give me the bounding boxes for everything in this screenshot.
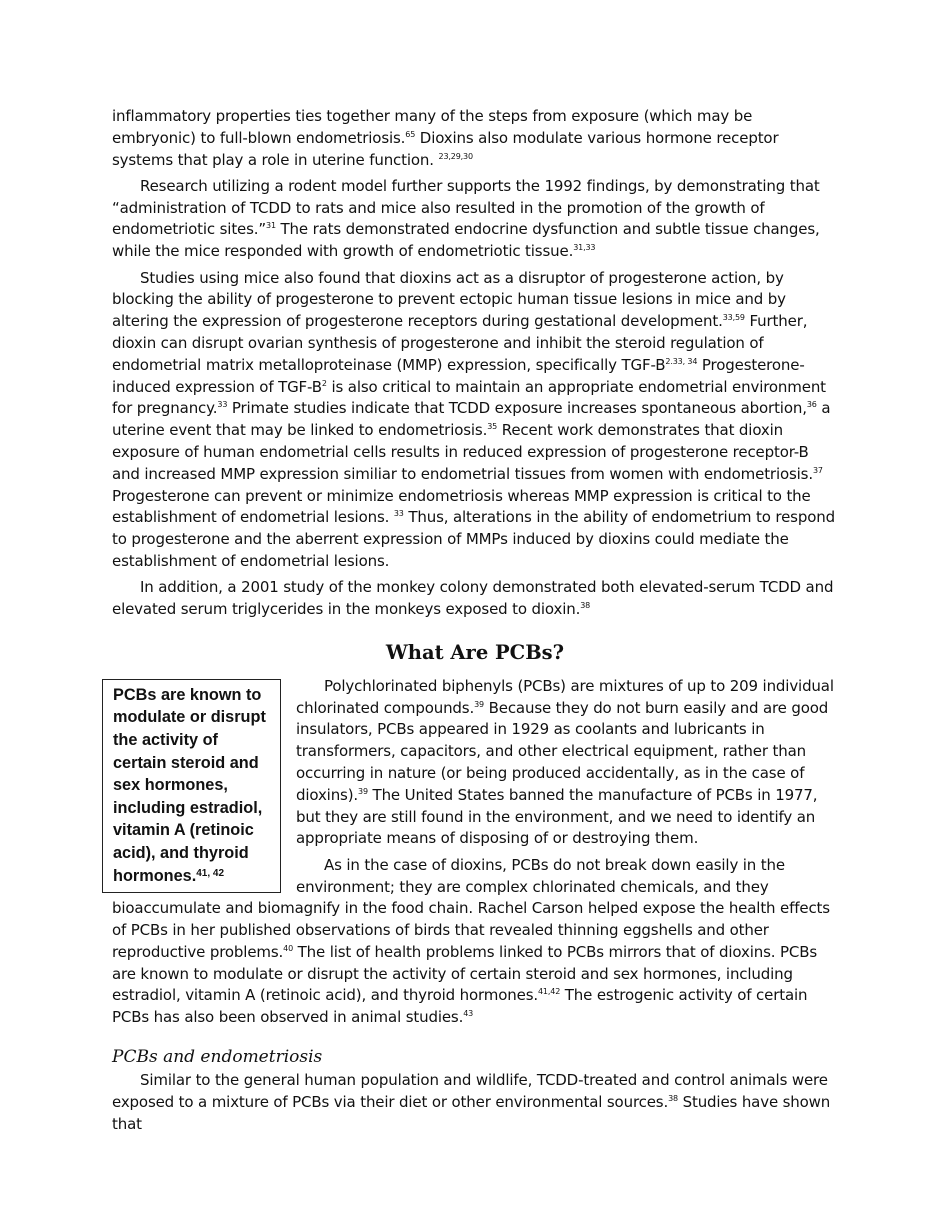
paragraph-dioxin-inflammation <box>112 106 838 171</box>
paragraph-pcb-endometriosis <box>112 1070 838 1135</box>
citation: 33,59 <box>722 313 745 323</box>
citation: 33 <box>393 509 404 519</box>
text: Because they do not burn easily and are good insulators, PCBs appeared in 1929 as coolants and lubricants in transformers, capacitors, and other electrical equipment, rather than occurring in nature (or being produced accidentally, as in the case of dioxins). <box>296 698 829 804</box>
text: is also critical to maintain an appropriate endometrial environment for pregnancy. <box>112 377 826 418</box>
citation: 43 <box>463 1009 474 1019</box>
text: Thus, alterations in the ability of endometrium to respond to progesterone and the aberrent expression of MMPs induced by dioxins could mediate the establishment of endometrial lesions. <box>112 508 835 570</box>
citation: 39 <box>474 699 484 709</box>
paragraph-progesterone <box>112 268 838 573</box>
citation: 39 <box>358 786 368 796</box>
citation: 41,42 <box>537 987 561 997</box>
text: Studies using mice also found that dioxins act as a disruptor of progesterone action, by blocking the ability of progesterone to prevent ectopic human tissue lesions in mice and by altering the expression of progesterone receptors during gestational development. <box>112 268 786 331</box>
text: The estrogenic activity of certain PCBs has also been observed in animal studies. <box>112 986 808 1027</box>
pull-quote-text: PCBs are known to modulate or disrupt the activity of certain steroid and sex hormones, including estradiol, vitamin A (retinoic acid), and thyroid hormones. <box>113 685 266 885</box>
text: Further, dioxin can disrupt ovarian synthesis of progesterone and inhibit the steroid regulation of endometrial matrix metalloproteinase (MMP) expression, specifically TGF-B <box>112 312 808 374</box>
text: Primate studies indicate that TCDD exposure increases spontaneous abortion, <box>227 399 807 418</box>
document-page <box>112 106 838 1135</box>
text: Similar to the general human population and wildlife, TCDD-treated and control animals were exposed to a mixture of PCBs via their diet or other environmental sources. <box>112 1071 828 1111</box>
citation: 40 <box>283 943 294 953</box>
subscript-marker: 2 <box>665 356 671 366</box>
citation: 31 <box>266 221 276 231</box>
citation: 37 <box>812 465 823 475</box>
citation: 38 <box>580 601 591 611</box>
text: Progesterone can prevent or minimize endometriosis whereas MMP expression is critical to the establishment of endometrial lesions. <box>112 486 811 527</box>
citation: .33, 34 <box>670 356 698 366</box>
text: The United States banned the manufacture of PCBs in 1977, but they are still found in the environment, and we need to identify an appropriate means of disposing of or destroying them. <box>296 785 818 848</box>
citation: 35 <box>487 422 498 432</box>
text: Recent work demonstrates that dioxin exposure of human endometrial cells results in reduced expression of progesterone receptor-B and increased MMP expression similiar to endometrial tissues from women with endometriosis. <box>112 421 813 483</box>
text: The list of health problems linked to PCBs mirrors that of dioxins. PCBs are known to modulate or disrupt the activity of certain steroid and sex hormones, including estradiol, vitamin A (retinoic acid), and thyroid hormones. <box>112 942 818 1005</box>
text: Progesterone-induced expression of TGF-B <box>112 355 805 396</box>
section-heading: What Are PCBs? <box>385 640 565 664</box>
citation: 33 <box>217 400 228 410</box>
citation: 36 <box>806 400 817 410</box>
citation: 65 <box>405 129 416 139</box>
text: The rats demonstrated endocrine dysfunction and subtle tissue changes, while the mice responded with growth of endometriotic tissue. <box>112 220 820 261</box>
pull-quote-box <box>102 679 281 893</box>
text: Studies have shown that <box>112 1092 831 1133</box>
text: Dioxins also modulate various hormone receptor systems that play a role in uterine function. <box>112 128 779 169</box>
text: Research utilizing a rodent model further supports the 1992 findings, by demonstrating that “administration of TCDD to rats and mice also resulted in the promotion of the growth of endometriotic sites.” <box>112 176 820 239</box>
subscript-marker: 2 <box>321 378 327 388</box>
citation: 41, 42 <box>196 867 225 879</box>
text: a uterine event that may be linked to endometriosis. <box>112 399 831 440</box>
text: In addition, a 2001 study of the monkey colony demonstrated both elevated-serum TCDD and elevated serum triglycerides in the monkeys exposed to dioxin. <box>112 578 834 619</box>
paragraph-monkey-colony <box>112 577 838 621</box>
citation: 31,33 <box>573 243 596 253</box>
text: inflammatory properties ties together many of the steps from exposure (which may be embryonic) to full-blown endometriosis. <box>112 107 753 147</box>
text: As in the case of dioxins, PCBs do not break down easily in the environment; they are complex chlorinated chemicals, and they bioaccumulate and biomagnify in the food chain. Rachel Carson helped expose the health effects of PCBs in her published observations of birds that revealed thinning eggshells and other reproductive problems. <box>112 855 830 961</box>
paragraph-rodent-model <box>112 176 838 263</box>
subsection-heading: PCBs and endometriosis <box>112 1047 323 1068</box>
text: Polychlorinated biphenyls (PCBs) are mixtures of up to 209 individual chlorinated compounds. <box>296 676 834 717</box>
citation: 23,29,30 <box>438 151 473 161</box>
citation: 38 <box>668 1093 678 1103</box>
